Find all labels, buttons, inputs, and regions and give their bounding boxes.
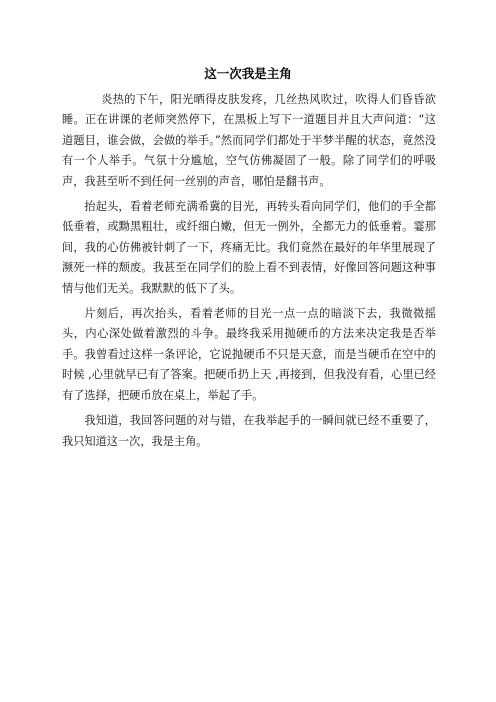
- paragraph-3: 片刻后，再次抬头，看着老师的目光一点一点的暗淡下去，我微微摇头，内心深处做着激烈的斗争。最终我采用抛硬币的方法来决定我是否举手。我曾看过这样一条评论，它说抛硬币不只是天意，而是当硬币在空中的时候 ,心里就早已有了答案。把硬币扔上天 ,再接到，但我没有看，心里已经有了选择，把硬币放在桌上，举起了手。: [62, 307, 436, 402]
- paragraph-1: 炎热的下午，阳光晒得皮肤发疼，几丝热风吹过，吹得人们昏昏欲睡。正在讲课的老师突然停下，在黑板上写下一道题目并且大声问道：“这道题目，谁会做，会做的举手。”然而同学们都处于半梦半醒的状态，竟然没有一个人举手。气氛十分尴尬，空气仿佛凝固了一般。除了同学们的呼吸声，我甚至听不到任何一丝别的声音，哪怕是翻书声。: [62, 93, 436, 188]
- paragraph-2: 抬起头，看着老师充满希冀的目光，再转头看向同学们，他们的手全都低垂着，或黝黑粗壮，或纤细白嫩，但无一例外，全都无力的低垂着。霎那间，我的心仿佛被针刺了一下，疼痛无比。我们竟然在最好的年华里展现了濒死一样的颓废。我甚至在同学们的脸上看不到表情，好像回答问题这种事情与他们无关。我默默的低下了头。: [62, 200, 436, 295]
- document-body: [62, 90, 436, 457]
- document-title: 这一次我是主角: [204, 66, 292, 81]
- paragraph-4: 我知道，我回答问题的对与错，在我举起手的一瞬间就已经不重要了，我只知道这一次，我是主角。: [62, 414, 436, 448]
